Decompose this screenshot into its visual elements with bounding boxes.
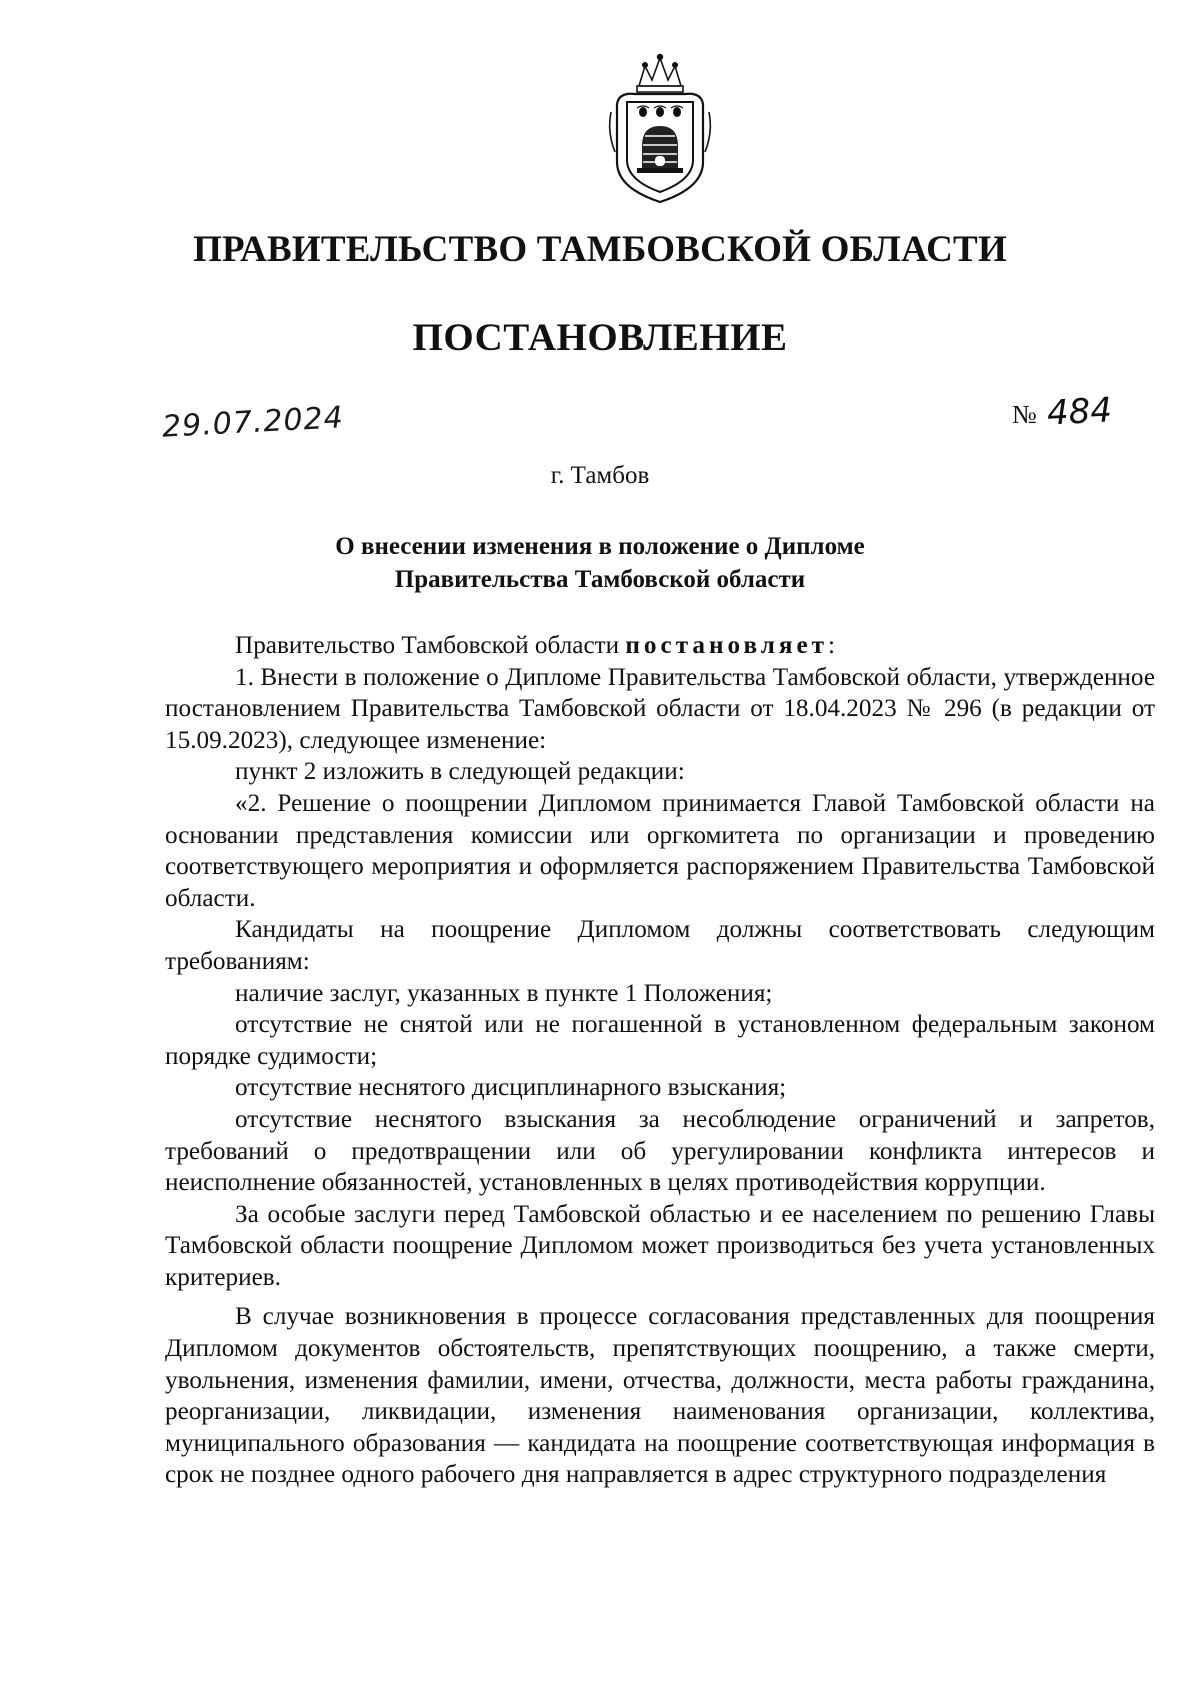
heading-line-2: Правительства Тамбовской области: [394, 566, 806, 593]
paragraph: отсутствие неснятого дисциплинарного взыскания;: [235, 1074, 787, 1102]
document-date: 29.07.2024: [161, 400, 345, 445]
heading-line-1: О внесении изменения в положение о Дипломе: [335, 533, 865, 560]
paragraph: отсутствие неснятого взыскания за несоблюдение ограничений и запретов, требований о предотвращении или об урегулировании конфликта интересов и неисполнение обязанностей, установленных в целях противодействия коррупции.: [165, 1105, 1155, 1197]
document-number: [1012, 392, 1112, 432]
coat-of-arms-emblem: [605, 52, 715, 207]
document-type-title: ПОСТАНОВЛЕНИЕ: [412, 316, 788, 359]
document-body: [165, 630, 1155, 1491]
paragraph: «2. Решение о поощрении Дипломом принимается Главой Тамбовской области на основании представления комиссии или оргкомитета по организации и проведению соответствующего мероприятия и оформляется распоряжением Правительства Тамбовской области.: [165, 789, 1155, 912]
paragraph: В случае возникновения в процессе согласования представленных для поощрения Дипломом документов обстоятельств, препятствующих поощрению, а также смерти, увольнения, изменения фамилии, имени, отчества, должности, места работы гражданина, реорганизации, ликвидации, изменения наименования организации, коллектива, муниципального образования — кандидата на поощрение соответствующая информация в срок не позднее одного рабочего дня направляется в адрес структурного подразделения: [165, 1303, 1155, 1489]
intro-colon: :: [828, 632, 836, 659]
paragraph: пункт 2 изложить в следующей редакции:: [235, 758, 685, 786]
intro-paragraph: [165, 630, 1155, 662]
paragraph: отсутствие не снятой или не погашенной в установленном федеральным законом порядке судимости;: [165, 1011, 1155, 1070]
number-sign: №: [1012, 400, 1037, 429]
document-heading: [0, 530, 1200, 596]
paragraph: За особые заслуги перед Тамбовской областью и ее населением по решению Главы Тамбовской области поощрение Дипломом может производиться без учета установленных критериев.: [165, 1200, 1155, 1291]
number-value: 484: [1045, 390, 1113, 434]
intro-lead: Правительство Тамбовской области: [235, 632, 620, 659]
organization-title: ПРАВИТЕЛЬСТВО ТАМБОВСКОЙ ОБЛАСТИ: [193, 229, 1007, 270]
intro-keyword: постановляет: [625, 632, 829, 659]
paragraph: Кандидаты на поощрение Дипломом должны соответствовать следующим требованиям:: [165, 916, 1155, 975]
city-label: г. Тамбов: [550, 462, 650, 489]
paragraph: 1. Внести в положение о Дипломе Правительства Тамбовской области, утвержденное постановлением Правительства Тамбовской области от 18.04.2023 № 296 (в редакции от 15.09.2023), следующее изменение:: [165, 663, 1155, 754]
paragraph: наличие заслуг, указанных в пункте 1 Положения;: [235, 979, 773, 1007]
